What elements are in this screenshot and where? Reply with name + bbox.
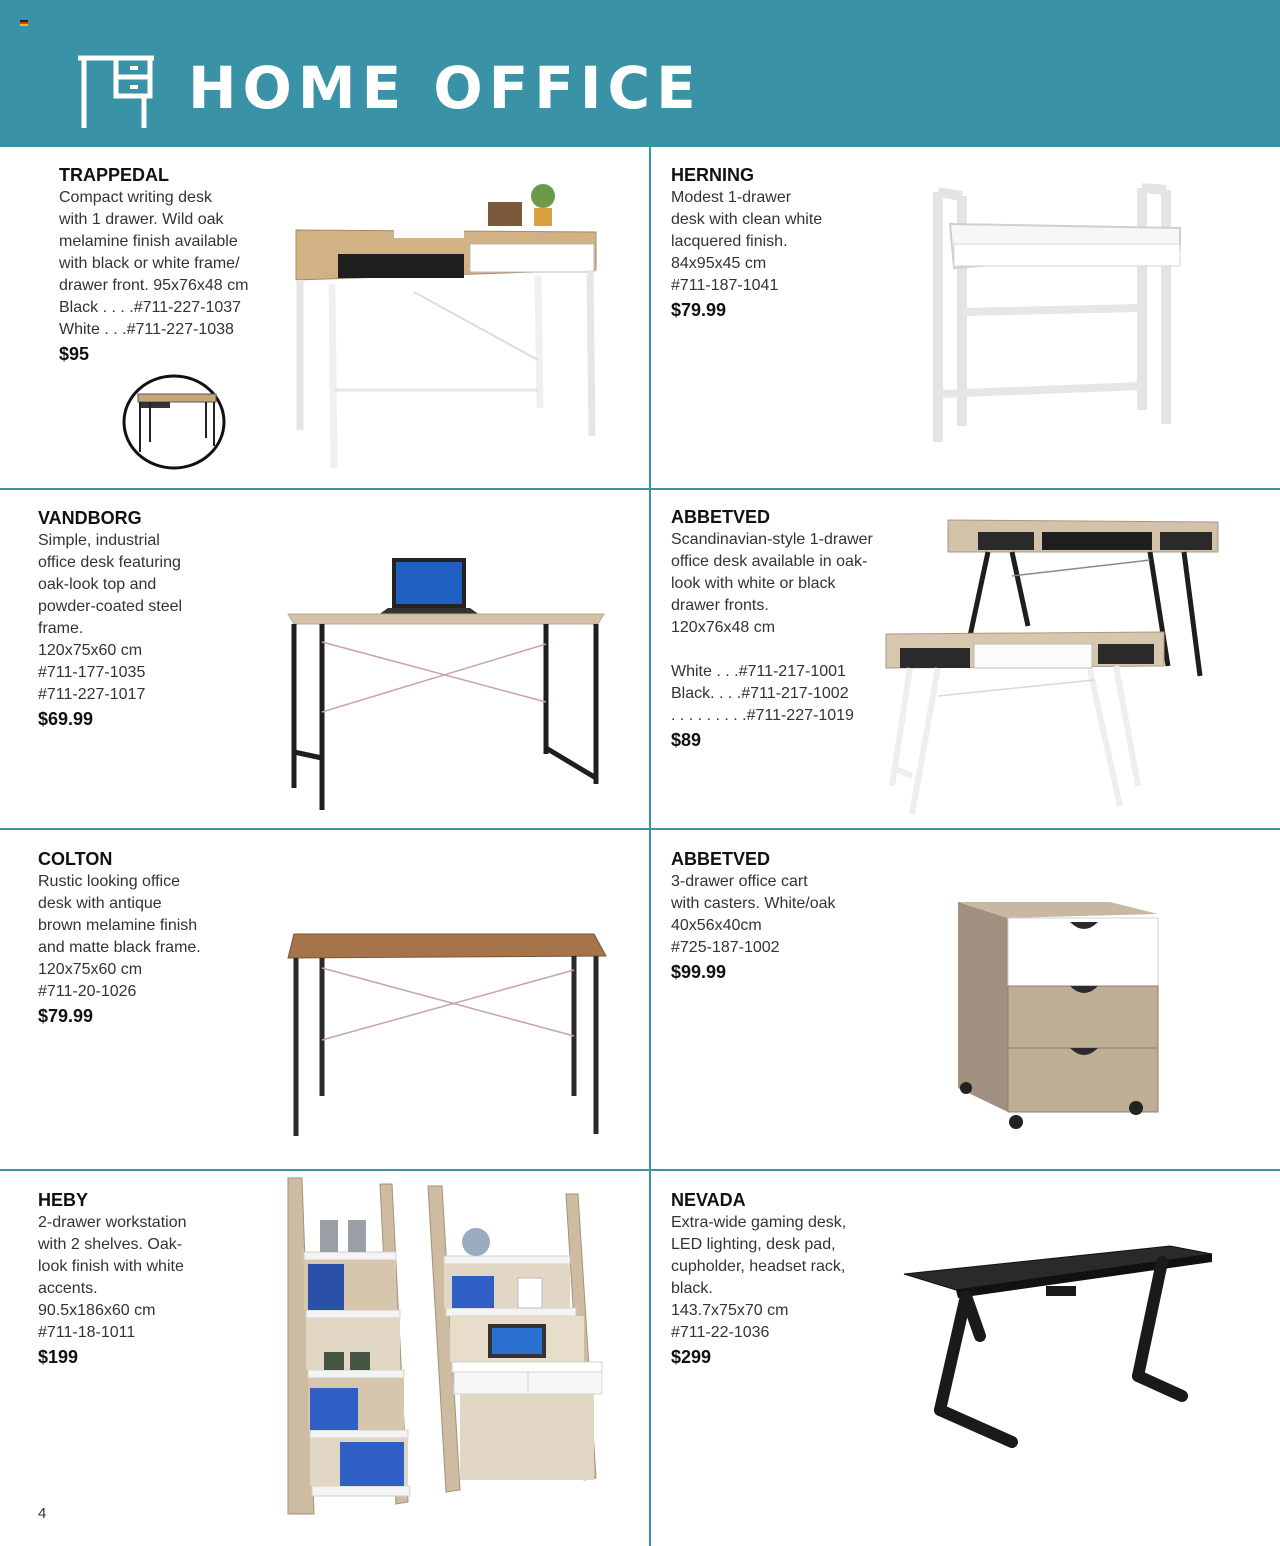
- page-title: HOME OFFICE: [188, 54, 702, 122]
- language-flag-icon: [20, 20, 28, 26]
- product-desc-line: drawer fronts.: [671, 597, 769, 614]
- row-divider: [0, 1169, 1280, 1171]
- product-desc-line: look with white or black: [671, 575, 836, 592]
- product-sku: #711-22-1036: [671, 1324, 770, 1341]
- product-herning: [671, 164, 822, 321]
- abbetved-cart-image: [952, 892, 1162, 1132]
- product-dimensions: 120x75x60 cm: [38, 961, 143, 978]
- product-sku: #711-20-1026: [38, 983, 137, 1000]
- product-desc-line: Scandinavian-style 1-drawer: [671, 531, 873, 548]
- product-desc-line: with black or white frame/: [59, 255, 240, 272]
- product-trappedal: [59, 164, 248, 365]
- product-desc-line: brown melamine finish: [38, 917, 198, 934]
- product-desc-line: Modest 1-drawer: [671, 189, 792, 206]
- product-sku: #711-18-1011: [38, 1324, 136, 1341]
- product-name: TRAPPEDAL: [59, 165, 170, 185]
- product-price: $199: [38, 1347, 79, 1367]
- product-desc-line: look finish with white: [38, 1258, 184, 1275]
- trappedal-black-variant-image: [120, 372, 230, 472]
- product-desc-line: with 1 drawer. Wild oak: [59, 211, 224, 228]
- product-sku: #711-187-1041: [671, 277, 779, 294]
- product-name: ABBETVED: [671, 849, 771, 869]
- product-abbetved-cart: [671, 848, 836, 983]
- product-price: $79.99: [671, 300, 727, 320]
- heby-workstation-image: [284, 1174, 604, 1520]
- product-sku: #711-177-1035: [38, 664, 146, 681]
- product-desc-line: cupholder, headset rack,: [671, 1258, 846, 1275]
- product-price: $69.99: [38, 709, 94, 729]
- product-desc-line: lacquered finish.: [671, 233, 788, 250]
- product-desc-line: Extra-wide gaming desk,: [671, 1214, 847, 1231]
- product-desc-line: black.: [671, 1280, 713, 1297]
- product-desc-line: 3-drawer office cart: [671, 873, 808, 890]
- product-desc-line: Simple, industrial: [38, 532, 160, 549]
- product-dimensions: 90.5x186x60 cm: [38, 1302, 156, 1319]
- product-desc-line: with casters. White/oak: [671, 895, 836, 912]
- product-heby: [38, 1189, 187, 1368]
- product-desc-line: office desk available in oak-: [671, 553, 868, 570]
- product-desc-line: melamine finish available: [59, 233, 238, 250]
- row-divider: [0, 488, 1280, 490]
- product-nevada: [671, 1189, 846, 1368]
- product-desc-line: accents.: [38, 1280, 98, 1297]
- product-sku: #725-187-1002: [671, 939, 780, 956]
- product-sku: #711-227-1017: [38, 686, 146, 703]
- abbetved-desk-image: [884, 516, 1224, 822]
- trappedal-desk-image: [290, 180, 610, 470]
- product-desc-line: desk with antique: [38, 895, 162, 912]
- product-colton: [38, 848, 201, 1027]
- product-name: VANDBORG: [38, 508, 142, 528]
- product-sku: . . . . . . . . .#711-227-1019: [671, 707, 854, 724]
- product-desc-line: with 2 shelves. Oak-: [38, 1236, 183, 1253]
- nevada-gaming-desk-image: [900, 1236, 1220, 1450]
- row-divider: [0, 828, 1280, 830]
- page-header: [0, 0, 1280, 147]
- product-dimensions: 143.7x75x70 cm: [671, 1302, 789, 1319]
- colton-desk-image: [284, 928, 610, 1142]
- product-name: HERNING: [671, 165, 755, 185]
- product-vandborg: [38, 507, 182, 730]
- product-sku-black: Black. . . .#711-217-1002: [671, 685, 849, 702]
- product-desc-line: office desk featuring: [38, 554, 181, 571]
- product-sku-black: Black . . . .#711-227-1037: [59, 299, 242, 316]
- page-number: 4: [38, 1505, 47, 1522]
- product-desc-line: Compact writing desk: [59, 189, 212, 206]
- product-price: $95: [59, 344, 90, 364]
- product-name: COLTON: [38, 849, 113, 869]
- product-price: $299: [671, 1347, 712, 1367]
- product-sku-white: White . . .#711-217-1001: [671, 663, 846, 680]
- desk-icon: [76, 52, 156, 130]
- product-desc-line: powder-coated steel: [38, 598, 183, 615]
- product-price: $79.99: [38, 1006, 94, 1026]
- vandborg-desk-image: [284, 552, 610, 814]
- product-desc-line: frame.: [38, 620, 84, 637]
- product-desc-line: drawer front. 95x76x48 cm: [59, 277, 249, 294]
- product-desc-line: desk with clean white: [671, 211, 823, 228]
- product-dimensions: 120x76x48 cm: [671, 619, 776, 636]
- product-desc-line: LED lighting, desk pad,: [671, 1236, 836, 1253]
- product-desc-line: oak-look top and: [38, 576, 157, 593]
- column-divider: [649, 147, 651, 1546]
- herning-desk-image: [920, 180, 1190, 450]
- product-desc-line: and matte black frame.: [38, 939, 201, 956]
- product-dimensions: 40x56x40cm: [671, 917, 762, 934]
- product-name: HEBY: [38, 1190, 89, 1210]
- product-dimensions: 120x75x60 cm: [38, 642, 143, 659]
- product-desc-line: Rustic looking office: [38, 873, 180, 890]
- product-name: ABBETVED: [671, 507, 771, 527]
- product-dimensions: 84x95x45 cm: [671, 255, 767, 272]
- product-sku-white: White . . .#711-227-1038: [59, 321, 234, 338]
- product-price: $99.99: [671, 962, 727, 982]
- product-abbetved-desk: [671, 506, 873, 751]
- product-price: $89: [671, 730, 702, 750]
- product-desc-line: 2-drawer workstation: [38, 1214, 187, 1231]
- product-name: NEVADA: [671, 1190, 746, 1210]
